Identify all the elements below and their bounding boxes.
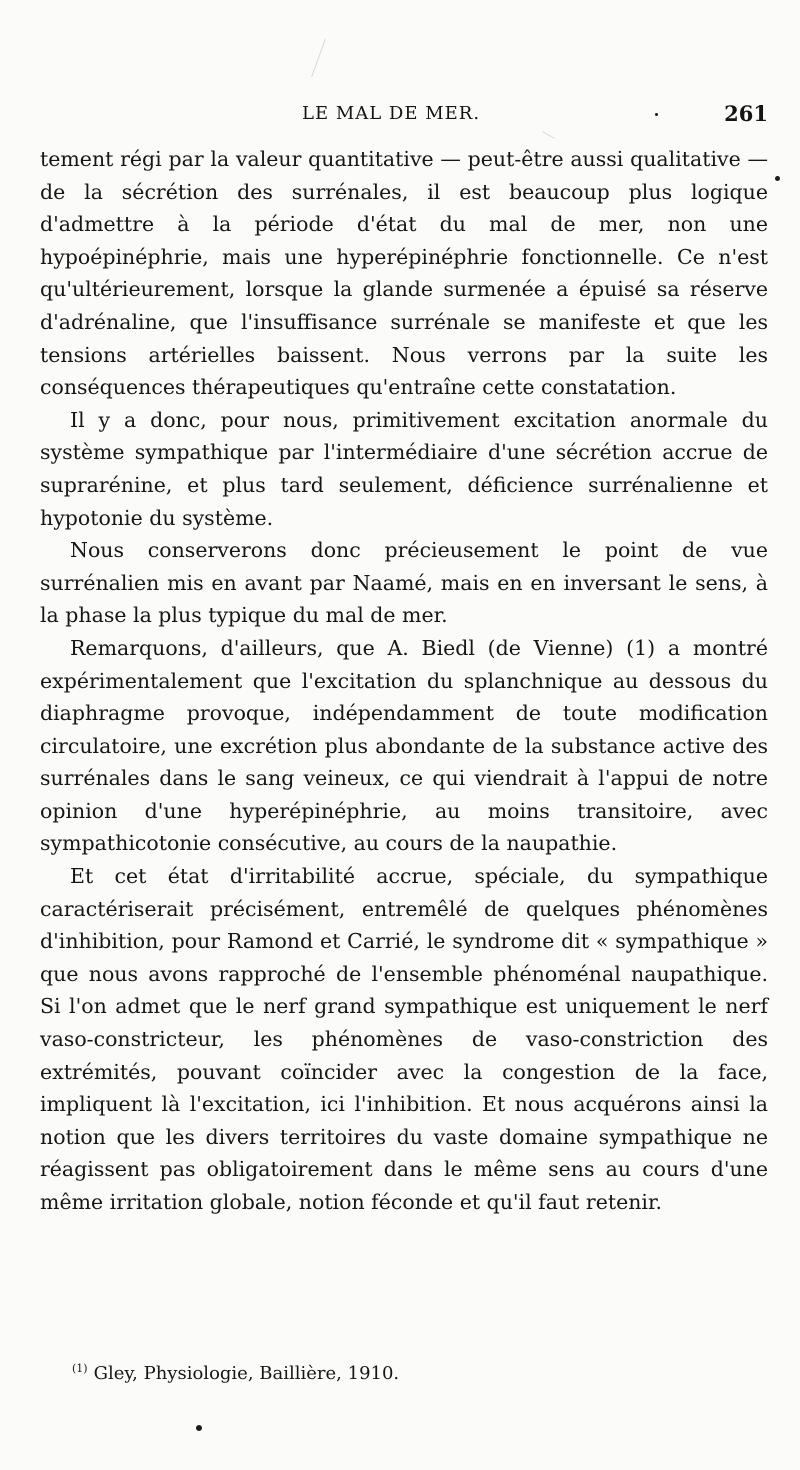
- body-text: [40, 143, 768, 1219]
- footnote-marker: (1): [72, 1362, 88, 1375]
- scan-scratch: [542, 131, 555, 139]
- ink-speck: [196, 1425, 202, 1431]
- paragraph-5: Et cet état d'irritabilité accrue, spéciale, du sympathique caractériserait précisément, entremêlé de quelques phénomènes d'inhibition, pour Ramond et Carrié, le syndrome dit « sympathique » que nous avons rapproché de l'ensemble phénoménal naupathique. Si l'on admet que le nerf grand sympathique est uniquement le nerf vaso-constricteur, les phénomènes de vaso-constriction des extrémités, pouvant coïncider avec la congestion de la face, impliquent là l'excitation, ici l'inhibition. Et nous acquérons ainsi la notion que les divers territoires du vaste domaine sympathique ne réagissent pas obligatoirement dans le même sens au cours d'une même irritation globale, notion féconde et qu'il faut retenir.: [40, 864, 768, 1214]
- page-number: 261: [724, 101, 768, 126]
- footnote-text: Gley, Physiologie, Baillière, 1910.: [93, 1363, 400, 1384]
- paragraph-1: tement régi par la valeur quantitative — peut-être aussi qualitative — de la sécrétion des surrénales, il est beaucoup plus logique d'admettre à la période d'état du mal de mer, non une hypoépinéphrie, mais une hyperépinéphrie fonctionnelle. Ce n'est qu'ultérieurement, lorsque la glande surmenée a épuisé sa réserve d'adrénaline, que l'insuffisance surrénale se manifeste et que les tensions artérielles baissent. Nous verrons par la suite les conséquences thérapeutiques qu'entraîne cette constatation.: [40, 147, 768, 400]
- paragraph-3: Nous conserverons donc précieusement le point de vue surrénalien mis en avant par Naamé, mais en en inversant le sens, à la phase la plus typique du mal de mer.: [40, 538, 768, 628]
- ink-speck: [775, 176, 780, 181]
- running-title: LE MAL DE MER.: [302, 103, 481, 124]
- page-header: [40, 103, 768, 131]
- footnote: [72, 1362, 399, 1384]
- scan-scratch: [311, 39, 326, 77]
- paragraph-4: Remarquons, d'ailleurs, que A. Biedl (de Vienne) (1) a montré expérimentalement que l'excitation du splanchnique au dessous du diaphragme provoque, indépendamment de toute modification circulatoire, une excrétion plus abondante de la substance active des surrénales dans le sang veineux, ce qui viendrait à l'appui de notre opinion d'une hyperépinéphrie, au moins transitoire, avec sympathicotonie consécutive, au cours de la naupathie.: [40, 635, 768, 856]
- ink-speck: [655, 113, 658, 116]
- paragraph-2: Il y a donc, pour nous, primitivement excitation anormale du système sympathique par l'intermédiaire d'une sécrétion accrue de suprarénine, et plus tard seulement, déficience surrénalienne et hypotonie du système.: [40, 407, 768, 530]
